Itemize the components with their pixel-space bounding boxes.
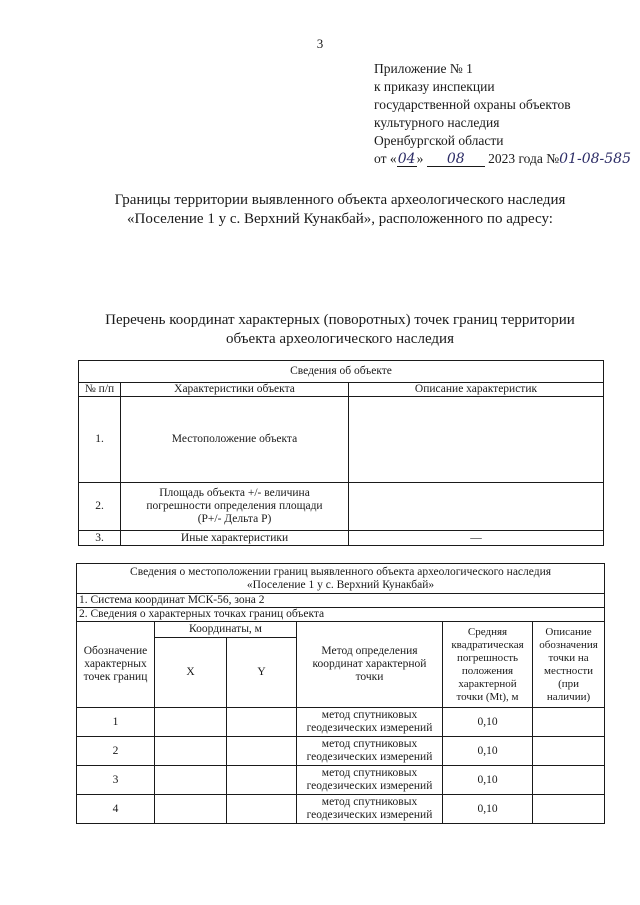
- list-title-line: Перечень координат характерных (поворотных) точек границ территории: [105, 312, 575, 328]
- table-row: [79, 397, 604, 483]
- header-x: X: [155, 638, 227, 708]
- header-line: характерных: [84, 658, 147, 670]
- point-number: 4: [77, 795, 155, 824]
- caption-line: Сведения о местоположении границ выявленного объекта археологического наследия: [130, 565, 552, 578]
- point-y: [227, 766, 297, 795]
- method-line: геодезических измерений: [306, 751, 433, 763]
- method-line: метод спутниковых: [321, 767, 418, 779]
- point-method: [297, 708, 443, 737]
- date-mid: »: [416, 151, 424, 166]
- point-y: [227, 795, 297, 824]
- handwritten-day: 04: [397, 151, 416, 167]
- header-method: [297, 622, 443, 708]
- row-number: 3.: [79, 531, 121, 546]
- title-line: Границы территории выявленного объекта археологического наследия: [114, 192, 566, 208]
- point-number: 3: [77, 766, 155, 795]
- header-description: Описание характеристик: [349, 383, 604, 397]
- point-accuracy: 0,10: [443, 737, 533, 766]
- row-characteristic: [121, 483, 349, 531]
- caption-line: «Поселение 1 у с. Верхний Кунакбай»: [246, 578, 435, 591]
- characteristic-line: Площадь объекта +/- величина: [159, 487, 310, 499]
- title-line: «Поселение 1 у с. Верхний Кунакбай», расположенного по адресу:: [127, 211, 553, 227]
- header-line: положения: [461, 664, 514, 677]
- row-characteristic: Иные характеристики: [121, 531, 349, 546]
- table-row: [77, 737, 605, 766]
- header-line: точки (Mt), м: [456, 690, 519, 703]
- table-row: [77, 766, 605, 795]
- point-method: [297, 766, 443, 795]
- method-line: геодезических измерений: [306, 722, 433, 734]
- boundary-table-caption: [77, 564, 605, 594]
- row-description: —: [349, 531, 604, 546]
- characteristic-line: (P+/- Дельта P): [197, 513, 272, 525]
- header-line: Средняя: [467, 625, 508, 638]
- row-number: 1.: [79, 397, 121, 483]
- method-line: метод спутниковых: [321, 738, 418, 750]
- header-point-description: [533, 622, 605, 708]
- point-method: [297, 737, 443, 766]
- point-description: [533, 737, 605, 766]
- header-line: точки на: [548, 651, 589, 664]
- point-y: [227, 737, 297, 766]
- header-line: (при: [558, 677, 579, 690]
- header-number: № п/п: [79, 383, 121, 397]
- header-line: точек границ: [83, 671, 148, 683]
- header-characteristic: Характеристики объекта: [121, 383, 349, 397]
- date-prefix: от «: [374, 151, 397, 166]
- point-method: [297, 795, 443, 824]
- annex-date-line: [374, 150, 636, 168]
- header-accuracy: [443, 622, 533, 708]
- coordinate-system-row: 1. Система координат МСК-56, зона 2: [77, 594, 605, 608]
- method-line: метод спутниковых: [321, 709, 418, 721]
- boundary-points-table: [76, 563, 605, 824]
- header-line: местности: [544, 664, 594, 677]
- row-number: 2.: [79, 483, 121, 531]
- points-section-row: 2. Сведения о характерных точках границ объекта: [77, 608, 605, 622]
- point-x: [155, 737, 227, 766]
- header-line: квадратическая: [451, 638, 524, 651]
- annex-line: государственной охраны объектов: [374, 97, 571, 112]
- object-info-table: [78, 360, 604, 546]
- annex-line: к приказу инспекции: [374, 79, 495, 94]
- row-description: [349, 483, 604, 531]
- table-row: [79, 531, 604, 546]
- header-designation: [77, 622, 155, 708]
- annex-line: культурного наследия: [374, 115, 500, 130]
- date-year: 2023 года №: [488, 151, 560, 166]
- method-line: метод спутниковых: [321, 796, 418, 808]
- point-x: [155, 708, 227, 737]
- header-line: точки: [355, 671, 384, 683]
- header-line: координат характерной: [312, 658, 427, 670]
- table-row: [77, 708, 605, 737]
- point-accuracy: 0,10: [443, 795, 533, 824]
- list-title: [60, 311, 620, 349]
- point-y: [227, 708, 297, 737]
- header-line: обозначения: [539, 638, 598, 651]
- header-line: Метод определения: [321, 645, 418, 657]
- point-accuracy: 0,10: [443, 766, 533, 795]
- point-accuracy: 0,10: [443, 708, 533, 737]
- object-table-caption: Сведения об объекте: [79, 361, 604, 383]
- header-line: наличии): [546, 690, 591, 703]
- page-number: 3: [316, 36, 324, 51]
- list-title-line: объекта археологического наследия: [226, 331, 454, 347]
- header-line: погрешность: [456, 651, 519, 664]
- point-description: [533, 795, 605, 824]
- characteristic-line: погрешности определения площади: [146, 500, 323, 512]
- table-row: [79, 483, 604, 531]
- header-line: характерной: [458, 677, 517, 690]
- method-line: геодезических измерений: [306, 780, 433, 792]
- point-description: [533, 708, 605, 737]
- point-x: [155, 766, 227, 795]
- method-line: геодезических измерений: [306, 809, 433, 821]
- handwritten-order-number: 01-08-585: [559, 151, 631, 167]
- row-description: [349, 397, 604, 483]
- annex-line: Приложение № 1: [374, 61, 473, 76]
- point-number: 1: [77, 708, 155, 737]
- point-number: 2: [77, 737, 155, 766]
- point-description: [533, 766, 605, 795]
- header-line: Описание: [545, 625, 592, 638]
- annex-block: [374, 60, 636, 168]
- handwritten-month: 08: [427, 152, 485, 167]
- document-title: [60, 191, 620, 229]
- header-y: Y: [227, 638, 297, 708]
- header-coordinates: Координаты, м: [155, 622, 297, 638]
- annex-line: Оренбургской области: [374, 133, 504, 148]
- row-characteristic: Местоположение объекта: [121, 397, 349, 483]
- table-row: [77, 795, 605, 824]
- point-x: [155, 795, 227, 824]
- header-line: Обозначение: [83, 645, 148, 657]
